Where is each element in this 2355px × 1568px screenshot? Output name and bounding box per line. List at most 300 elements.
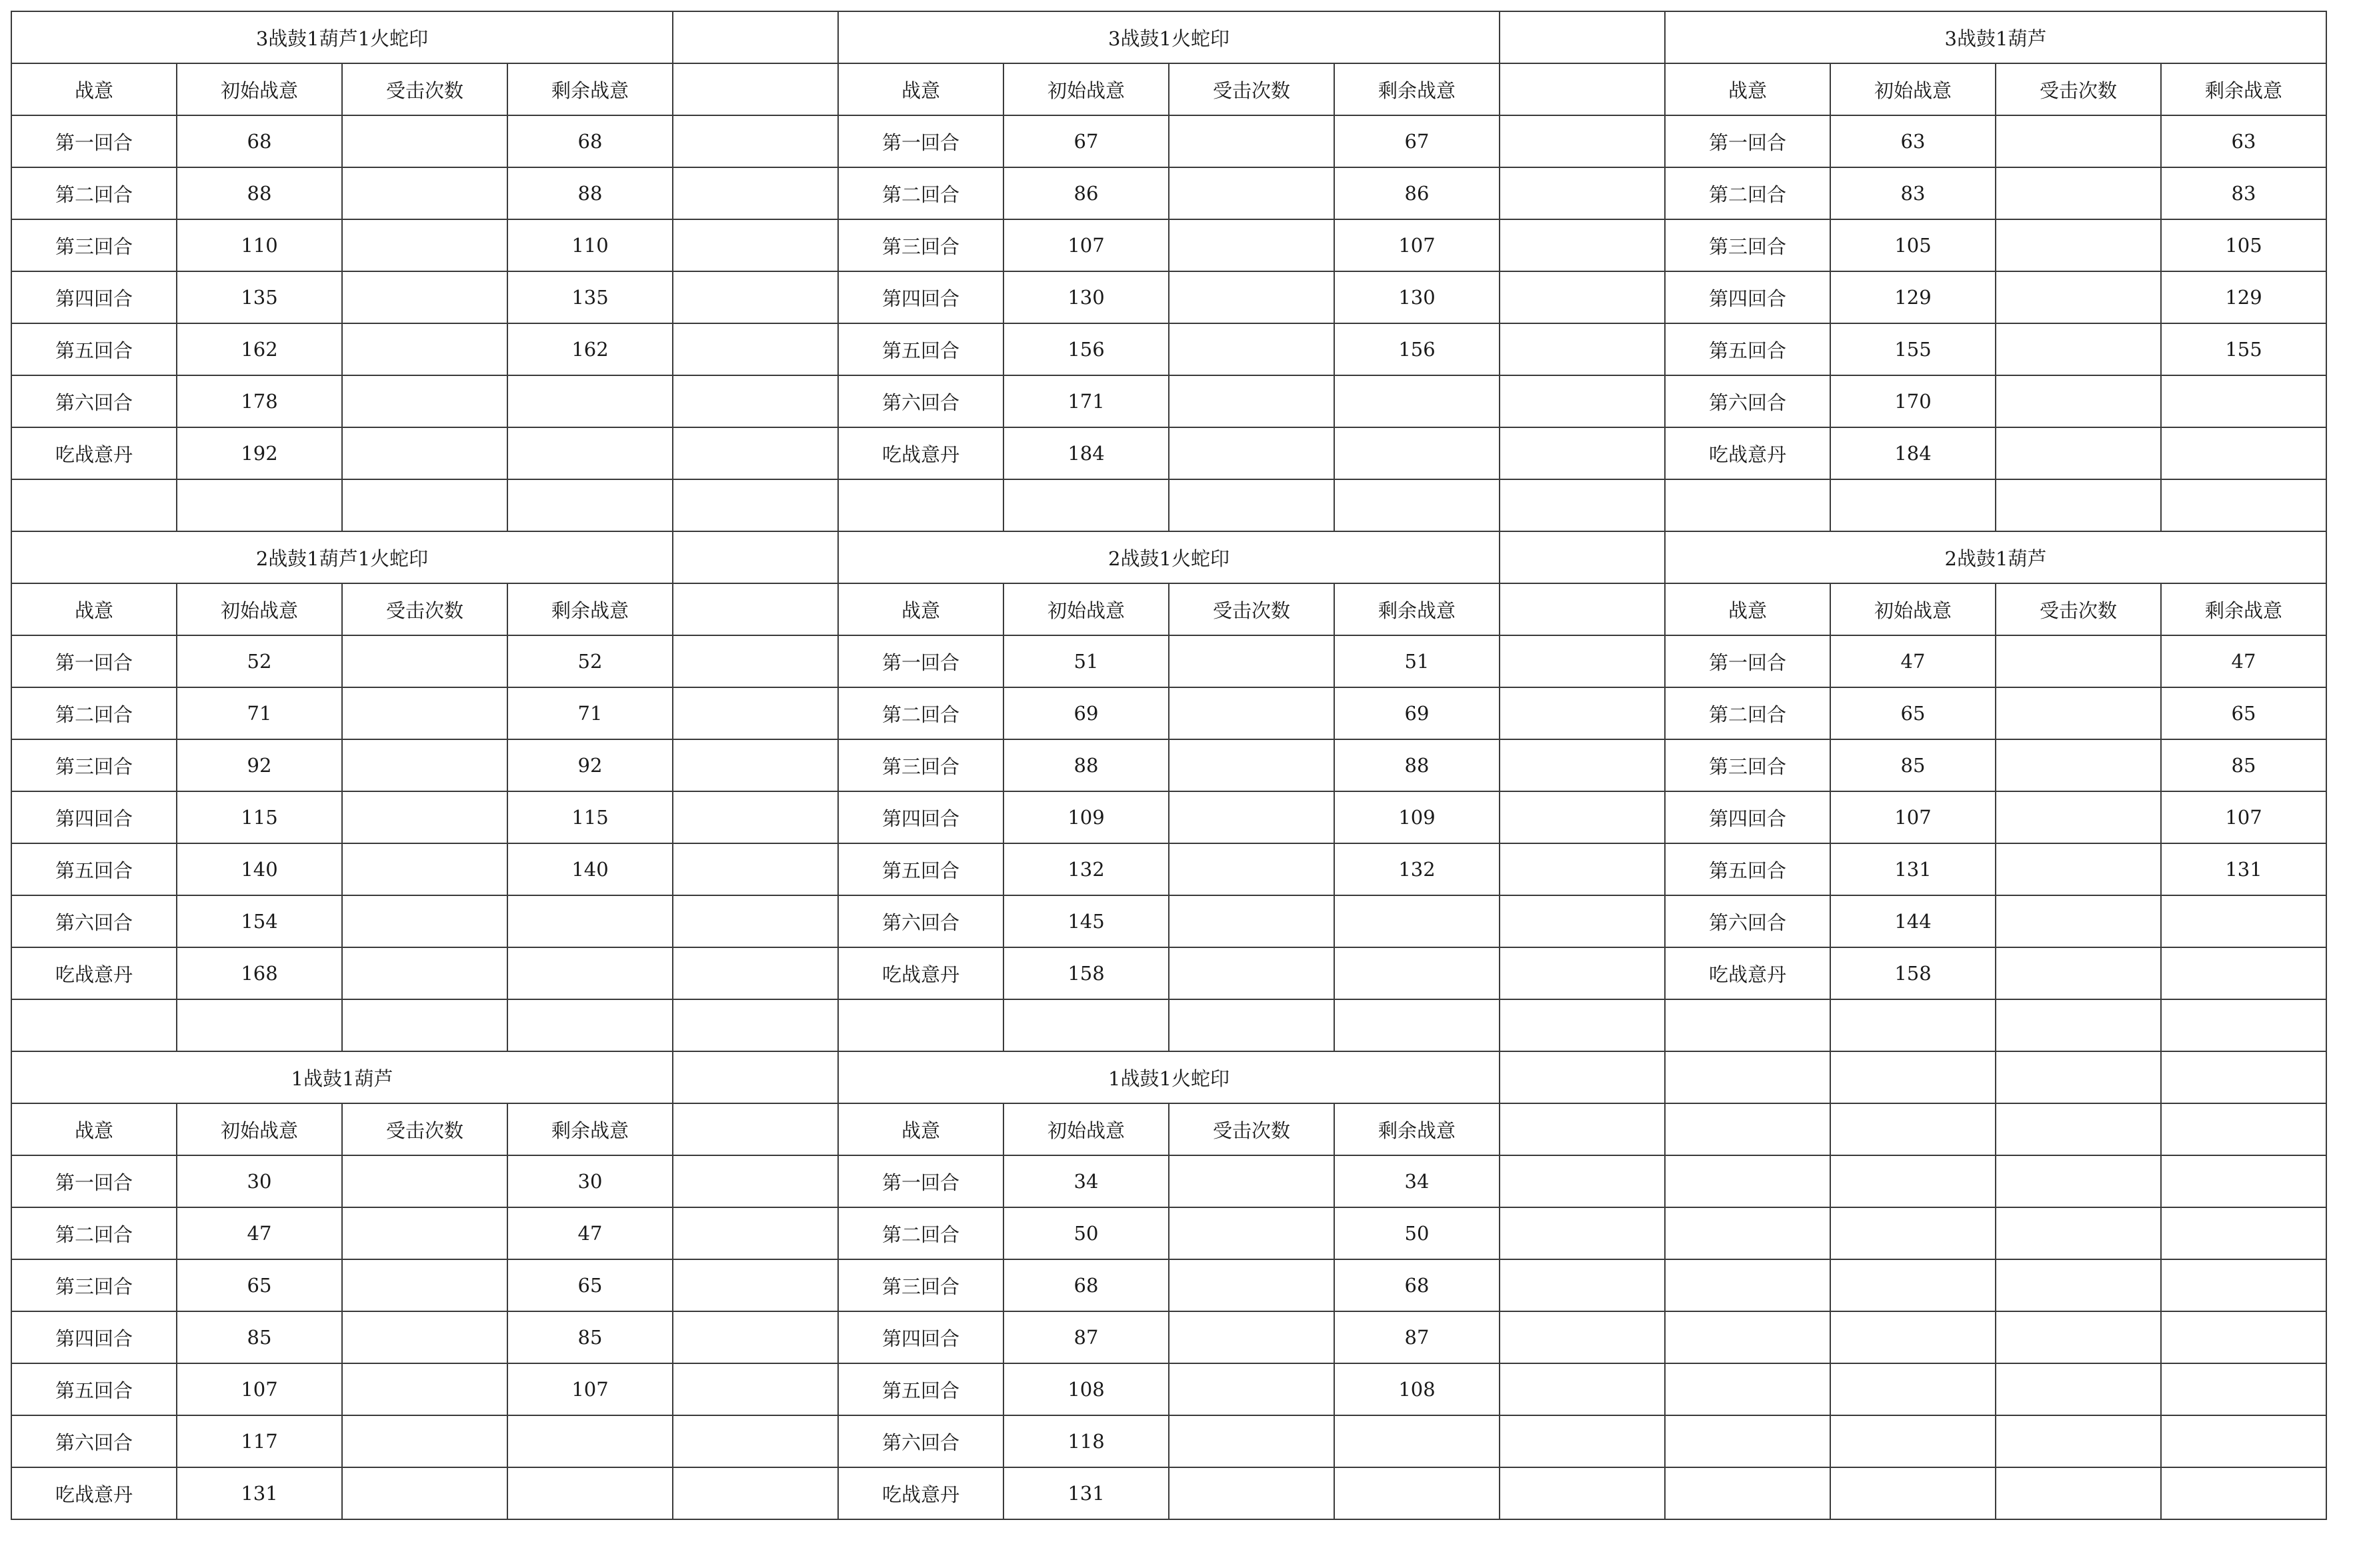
table-cell[interactable]: 65 — [507, 1259, 673, 1311]
gap-cell[interactable] — [1500, 739, 1665, 791]
block-title[interactable]: 3战鼓1火蛇印 — [838, 11, 1500, 63]
table-cell[interactable] — [1996, 271, 2161, 323]
column-header[interactable]: 受击次数 — [342, 583, 507, 635]
table-cell[interactable]: 50 — [1334, 1207, 1500, 1259]
gap-cell[interactable] — [1500, 219, 1665, 271]
column-header[interactable]: 初始战意 — [1830, 583, 1996, 635]
gap-cell[interactable] — [673, 1207, 838, 1259]
table-cell[interactable]: 83 — [2161, 167, 2326, 219]
gap-cell[interactable] — [1500, 271, 1665, 323]
round-label[interactable]: 第五回合 — [11, 843, 177, 895]
column-header[interactable]: 战意 — [11, 63, 177, 115]
table-cell[interactable] — [342, 635, 507, 687]
round-label[interactable]: 第六回合 — [11, 375, 177, 427]
round-label[interactable]: 吃战意丹 — [838, 947, 1003, 999]
column-header[interactable]: 初始战意 — [1830, 63, 1996, 115]
gap-cell[interactable] — [1500, 427, 1665, 479]
round-label[interactable]: 吃战意丹 — [1665, 947, 1830, 999]
round-label[interactable]: 第三回合 — [1665, 739, 1830, 791]
table-cell[interactable]: 69 — [1334, 687, 1500, 739]
round-label[interactable]: 第二回合 — [11, 687, 177, 739]
table-cell[interactable] — [1996, 791, 2161, 843]
gap-cell[interactable] — [673, 375, 838, 427]
table-cell[interactable]: 108 — [1003, 1363, 1169, 1415]
table-cell[interactable] — [1169, 739, 1334, 791]
empty-cell[interactable] — [1665, 1207, 1830, 1259]
column-header[interactable]: 受击次数 — [1996, 63, 2161, 115]
empty-cell[interactable] — [1665, 1415, 1830, 1467]
empty-cell[interactable] — [1996, 1259, 2161, 1311]
empty-cell[interactable] — [1665, 1467, 1830, 1519]
table-cell[interactable] — [1169, 427, 1334, 479]
gap-cell[interactable] — [673, 1467, 838, 1519]
round-label[interactable]: 第一回合 — [11, 635, 177, 687]
column-header[interactable]: 初始战意 — [1003, 583, 1169, 635]
table-cell[interactable]: 107 — [2161, 791, 2326, 843]
gap-cell[interactable] — [673, 635, 838, 687]
empty-cell[interactable] — [1003, 479, 1169, 531]
table-cell[interactable]: 63 — [1830, 115, 1996, 167]
empty-cell[interactable] — [2161, 1155, 2326, 1207]
table-cell[interactable]: 162 — [507, 323, 673, 375]
round-label[interactable]: 第四回合 — [11, 1311, 177, 1363]
block-title[interactable]: 2战鼓1葫芦 — [1665, 531, 2326, 583]
round-label[interactable]: 第三回合 — [838, 219, 1003, 271]
gap-cell[interactable] — [673, 843, 838, 895]
round-label[interactable]: 第五回合 — [1665, 843, 1830, 895]
empty-cell[interactable] — [177, 479, 342, 531]
gap-cell[interactable] — [1500, 1051, 1665, 1103]
table-cell[interactable] — [1169, 843, 1334, 895]
round-label[interactable]: 第一回合 — [1665, 635, 1830, 687]
empty-cell[interactable] — [1830, 1103, 1996, 1155]
table-cell[interactable]: 129 — [2161, 271, 2326, 323]
table-cell[interactable]: 115 — [507, 791, 673, 843]
table-cell[interactable] — [1169, 791, 1334, 843]
empty-cell[interactable] — [2161, 1467, 2326, 1519]
empty-cell[interactable] — [1996, 1051, 2161, 1103]
round-label[interactable]: 第二回合 — [11, 167, 177, 219]
table-cell[interactable] — [507, 427, 673, 479]
table-cell[interactable] — [1169, 947, 1334, 999]
column-header[interactable]: 战意 — [838, 1103, 1003, 1155]
round-label[interactable]: 吃战意丹 — [838, 427, 1003, 479]
empty-cell[interactable] — [1830, 1311, 1996, 1363]
table-cell[interactable]: 105 — [2161, 219, 2326, 271]
table-cell[interactable] — [1996, 895, 2161, 947]
table-cell[interactable]: 34 — [1003, 1155, 1169, 1207]
column-header[interactable]: 初始战意 — [1003, 63, 1169, 115]
table-cell[interactable] — [342, 323, 507, 375]
table-cell[interactable]: 88 — [177, 167, 342, 219]
round-label[interactable]: 第四回合 — [11, 791, 177, 843]
block-title[interactable]: 1战鼓1火蛇印 — [838, 1051, 1500, 1103]
table-cell[interactable]: 63 — [2161, 115, 2326, 167]
gap-cell[interactable] — [673, 63, 838, 115]
table-cell[interactable]: 86 — [1334, 167, 1500, 219]
table-cell[interactable] — [342, 375, 507, 427]
table-cell[interactable] — [1996, 843, 2161, 895]
column-header[interactable]: 初始战意 — [177, 63, 342, 115]
round-label[interactable]: 第一回合 — [11, 115, 177, 167]
gap-cell[interactable] — [1500, 531, 1665, 583]
table-cell[interactable]: 68 — [1334, 1259, 1500, 1311]
table-cell[interactable]: 67 — [1003, 115, 1169, 167]
round-label[interactable]: 第五回合 — [11, 323, 177, 375]
table-cell[interactable]: 184 — [1830, 427, 1996, 479]
gap-cell[interactable] — [673, 219, 838, 271]
empty-cell[interactable] — [1830, 999, 1996, 1051]
gap-cell[interactable] — [1500, 687, 1665, 739]
column-header[interactable]: 剩余战意 — [507, 1103, 673, 1155]
empty-cell[interactable] — [1996, 1415, 2161, 1467]
table-cell[interactable] — [342, 427, 507, 479]
table-cell[interactable]: 171 — [1003, 375, 1169, 427]
table-cell[interactable] — [1169, 1467, 1334, 1519]
table-cell[interactable] — [1996, 375, 2161, 427]
gap-cell[interactable] — [673, 739, 838, 791]
column-header[interactable]: 受击次数 — [1169, 583, 1334, 635]
block-title[interactable]: 2战鼓1葫芦1火蛇印 — [11, 531, 673, 583]
empty-cell[interactable] — [1996, 1103, 2161, 1155]
table-cell[interactable]: 88 — [1003, 739, 1169, 791]
empty-cell[interactable] — [2161, 1103, 2326, 1155]
round-label[interactable]: 吃战意丹 — [11, 1467, 177, 1519]
empty-cell[interactable] — [2161, 1051, 2326, 1103]
table-cell[interactable]: 155 — [2161, 323, 2326, 375]
empty-cell[interactable] — [2161, 479, 2326, 531]
gap-cell[interactable] — [1500, 1311, 1665, 1363]
round-label[interactable]: 吃战意丹 — [11, 947, 177, 999]
round-label[interactable]: 第二回合 — [1665, 687, 1830, 739]
round-label[interactable]: 第三回合 — [1665, 219, 1830, 271]
empty-cell[interactable] — [1665, 1155, 1830, 1207]
table-cell[interactable] — [342, 1363, 507, 1415]
table-cell[interactable] — [342, 739, 507, 791]
empty-cell[interactable] — [838, 479, 1003, 531]
column-header[interactable]: 战意 — [1665, 63, 1830, 115]
round-label[interactable]: 第一回合 — [11, 1155, 177, 1207]
table-cell[interactable] — [1334, 1415, 1500, 1467]
table-cell[interactable]: 154 — [177, 895, 342, 947]
empty-cell[interactable] — [1003, 999, 1169, 1051]
round-label[interactable]: 第三回合 — [11, 739, 177, 791]
empty-cell[interactable] — [507, 479, 673, 531]
gap-cell[interactable] — [1500, 947, 1665, 999]
gap-cell[interactable] — [673, 427, 838, 479]
gap-cell[interactable] — [1500, 1363, 1665, 1415]
table-cell[interactable]: 87 — [1334, 1311, 1500, 1363]
round-label[interactable]: 第六回合 — [838, 375, 1003, 427]
round-label[interactable]: 第一回合 — [838, 1155, 1003, 1207]
table-cell[interactable] — [1334, 895, 1500, 947]
table-cell[interactable] — [1334, 1467, 1500, 1519]
empty-cell[interactable] — [177, 999, 342, 1051]
column-header[interactable]: 初始战意 — [1003, 1103, 1169, 1155]
block-title[interactable]: 1战鼓1葫芦 — [11, 1051, 673, 1103]
round-label[interactable]: 第一回合 — [838, 635, 1003, 687]
round-label[interactable]: 吃战意丹 — [11, 427, 177, 479]
table-cell[interactable]: 178 — [177, 375, 342, 427]
round-label[interactable]: 第六回合 — [1665, 895, 1830, 947]
table-cell[interactable]: 140 — [507, 843, 673, 895]
round-label[interactable]: 第二回合 — [838, 1207, 1003, 1259]
empty-cell[interactable] — [1830, 1363, 1996, 1415]
round-label[interactable]: 第四回合 — [1665, 271, 1830, 323]
empty-cell[interactable] — [1830, 1155, 1996, 1207]
column-header[interactable]: 受击次数 — [1169, 1103, 1334, 1155]
table-cell[interactable]: 109 — [1003, 791, 1169, 843]
gap-cell[interactable] — [673, 271, 838, 323]
table-cell[interactable]: 68 — [507, 115, 673, 167]
empty-cell[interactable] — [1169, 479, 1334, 531]
table-cell[interactable]: 117 — [177, 1415, 342, 1467]
empty-cell[interactable] — [11, 999, 177, 1051]
table-cell[interactable]: 107 — [1003, 219, 1169, 271]
empty-cell[interactable] — [1334, 479, 1500, 531]
gap-cell[interactable] — [1500, 999, 1665, 1051]
gap-cell[interactable] — [1500, 843, 1665, 895]
table-cell[interactable] — [342, 843, 507, 895]
column-header[interactable]: 战意 — [1665, 583, 1830, 635]
gap-cell[interactable] — [1500, 479, 1665, 531]
empty-cell[interactable] — [1830, 1051, 1996, 1103]
table-cell[interactable]: 130 — [1003, 271, 1169, 323]
table-cell[interactable]: 67 — [1334, 115, 1500, 167]
round-label[interactable]: 第五回合 — [11, 1363, 177, 1415]
gap-cell[interactable] — [673, 1311, 838, 1363]
table-cell[interactable] — [1334, 427, 1500, 479]
round-label[interactable]: 吃战意丹 — [1665, 427, 1830, 479]
table-cell[interactable]: 34 — [1334, 1155, 1500, 1207]
empty-cell[interactable] — [1996, 479, 2161, 531]
table-cell[interactable]: 47 — [507, 1207, 673, 1259]
table-cell[interactable]: 129 — [1830, 271, 1996, 323]
gap-cell[interactable] — [1500, 1103, 1665, 1155]
gap-cell[interactable] — [1500, 791, 1665, 843]
empty-cell[interactable] — [2161, 1415, 2326, 1467]
empty-cell[interactable] — [11, 479, 177, 531]
table-cell[interactable]: 47 — [1830, 635, 1996, 687]
table-cell[interactable] — [1996, 739, 2161, 791]
table-cell[interactable]: 30 — [177, 1155, 342, 1207]
table-cell[interactable] — [507, 1467, 673, 1519]
gap-cell[interactable] — [673, 895, 838, 947]
table-cell[interactable] — [1169, 323, 1334, 375]
table-cell[interactable] — [1996, 323, 2161, 375]
table-cell[interactable] — [507, 895, 673, 947]
table-cell[interactable] — [342, 687, 507, 739]
table-cell[interactable] — [342, 947, 507, 999]
gap-cell[interactable] — [673, 1051, 838, 1103]
table-cell[interactable] — [342, 1155, 507, 1207]
table-cell[interactable] — [1334, 375, 1500, 427]
round-label[interactable]: 第四回合 — [11, 271, 177, 323]
table-cell[interactable] — [1169, 115, 1334, 167]
round-label[interactable]: 吃战意丹 — [838, 1467, 1003, 1519]
table-cell[interactable] — [507, 947, 673, 999]
table-cell[interactable] — [342, 1415, 507, 1467]
round-label[interactable]: 第二回合 — [1665, 167, 1830, 219]
round-label[interactable]: 第四回合 — [838, 791, 1003, 843]
gap-cell[interactable] — [673, 167, 838, 219]
gap-cell[interactable] — [1500, 1467, 1665, 1519]
empty-cell[interactable] — [1334, 999, 1500, 1051]
empty-cell[interactable] — [1996, 1207, 2161, 1259]
empty-cell[interactable] — [1830, 1207, 1996, 1259]
column-header[interactable]: 战意 — [838, 63, 1003, 115]
gap-cell[interactable] — [1500, 1415, 1665, 1467]
table-cell[interactable]: 156 — [1334, 323, 1500, 375]
table-cell[interactable] — [1996, 947, 2161, 999]
table-cell[interactable] — [342, 791, 507, 843]
column-header[interactable]: 剩余战意 — [1334, 583, 1500, 635]
empty-cell[interactable] — [1665, 479, 1830, 531]
gap-cell[interactable] — [673, 947, 838, 999]
table-cell[interactable]: 68 — [1003, 1259, 1169, 1311]
table-cell[interactable]: 131 — [1003, 1467, 1169, 1519]
table-cell[interactable]: 140 — [177, 843, 342, 895]
round-label[interactable]: 第六回合 — [1665, 375, 1830, 427]
table-cell[interactable]: 130 — [1334, 271, 1500, 323]
table-cell[interactable]: 83 — [1830, 167, 1996, 219]
table-cell[interactable]: 85 — [1830, 739, 1996, 791]
empty-cell[interactable] — [2161, 1259, 2326, 1311]
table-cell[interactable]: 107 — [1334, 219, 1500, 271]
table-cell[interactable]: 86 — [1003, 167, 1169, 219]
round-label[interactable]: 第三回合 — [838, 739, 1003, 791]
table-cell[interactable]: 192 — [177, 427, 342, 479]
table-cell[interactable]: 168 — [177, 947, 342, 999]
empty-cell[interactable] — [1830, 1467, 1996, 1519]
gap-cell[interactable] — [1500, 167, 1665, 219]
column-header[interactable]: 受击次数 — [1996, 583, 2161, 635]
table-cell[interactable]: 109 — [1334, 791, 1500, 843]
table-cell[interactable]: 110 — [507, 219, 673, 271]
table-cell[interactable]: 110 — [177, 219, 342, 271]
empty-cell[interactable] — [1169, 999, 1334, 1051]
gap-cell[interactable] — [1500, 115, 1665, 167]
gap-cell[interactable] — [1500, 63, 1665, 115]
gap-cell[interactable] — [1500, 583, 1665, 635]
table-cell[interactable]: 85 — [2161, 739, 2326, 791]
table-cell[interactable]: 105 — [1830, 219, 1996, 271]
round-label[interactable]: 第六回合 — [838, 895, 1003, 947]
column-header[interactable]: 剩余战意 — [507, 63, 673, 115]
column-header[interactable]: 剩余战意 — [2161, 583, 2326, 635]
empty-cell[interactable] — [1996, 999, 2161, 1051]
table-cell[interactable]: 71 — [507, 687, 673, 739]
gap-cell[interactable] — [673, 1363, 838, 1415]
table-cell[interactable]: 131 — [2161, 843, 2326, 895]
round-label[interactable]: 第二回合 — [11, 1207, 177, 1259]
gap-cell[interactable] — [673, 11, 838, 63]
table-cell[interactable] — [342, 219, 507, 271]
table-cell[interactable]: 184 — [1003, 427, 1169, 479]
round-label[interactable]: 第四回合 — [838, 271, 1003, 323]
table-cell[interactable]: 158 — [1830, 947, 1996, 999]
gap-cell[interactable] — [673, 1155, 838, 1207]
empty-cell[interactable] — [507, 999, 673, 1051]
table-cell[interactable]: 52 — [507, 635, 673, 687]
gap-cell[interactable] — [673, 1103, 838, 1155]
empty-cell[interactable] — [1996, 1467, 2161, 1519]
gap-cell[interactable] — [1500, 1207, 1665, 1259]
table-cell[interactable] — [1169, 375, 1334, 427]
empty-cell[interactable] — [1830, 1415, 1996, 1467]
gap-cell[interactable] — [1500, 11, 1665, 63]
table-cell[interactable]: 30 — [507, 1155, 673, 1207]
column-header[interactable]: 剩余战意 — [507, 583, 673, 635]
round-label[interactable]: 第六回合 — [11, 895, 177, 947]
round-label[interactable]: 第三回合 — [11, 1259, 177, 1311]
column-header[interactable]: 剩余战意 — [1334, 1103, 1500, 1155]
table-cell[interactable] — [1169, 1259, 1334, 1311]
empty-cell[interactable] — [1665, 1103, 1830, 1155]
table-cell[interactable]: 71 — [177, 687, 342, 739]
table-cell[interactable]: 51 — [1003, 635, 1169, 687]
table-cell[interactable]: 135 — [507, 271, 673, 323]
table-cell[interactable] — [1169, 895, 1334, 947]
gap-cell[interactable] — [1500, 1259, 1665, 1311]
gap-cell[interactable] — [673, 583, 838, 635]
table-cell[interactable]: 132 — [1334, 843, 1500, 895]
table-cell[interactable] — [1334, 947, 1500, 999]
table-cell[interactable] — [1996, 115, 2161, 167]
table-cell[interactable]: 85 — [177, 1311, 342, 1363]
table-cell[interactable] — [342, 271, 507, 323]
gap-cell[interactable] — [673, 1415, 838, 1467]
table-cell[interactable] — [342, 895, 507, 947]
column-header[interactable]: 受击次数 — [342, 1103, 507, 1155]
table-cell[interactable] — [1169, 1415, 1334, 1467]
empty-cell[interactable] — [1665, 999, 1830, 1051]
empty-cell[interactable] — [1830, 479, 1996, 531]
column-header[interactable]: 初始战意 — [177, 583, 342, 635]
block-title[interactable]: 3战鼓1葫芦 — [1665, 11, 2326, 63]
column-header[interactable]: 战意 — [838, 583, 1003, 635]
round-label[interactable]: 第五回合 — [838, 1363, 1003, 1415]
table-cell[interactable]: 47 — [2161, 635, 2326, 687]
gap-cell[interactable] — [1500, 895, 1665, 947]
round-label[interactable]: 第四回合 — [838, 1311, 1003, 1363]
column-header[interactable]: 战意 — [11, 1103, 177, 1155]
table-cell[interactable]: 162 — [177, 323, 342, 375]
gap-cell[interactable] — [673, 1259, 838, 1311]
table-cell[interactable]: 131 — [177, 1467, 342, 1519]
table-cell[interactable]: 69 — [1003, 687, 1169, 739]
table-cell[interactable] — [342, 167, 507, 219]
table-cell[interactable] — [1169, 219, 1334, 271]
table-cell[interactable]: 118 — [1003, 1415, 1169, 1467]
gap-cell[interactable] — [673, 791, 838, 843]
column-header[interactable]: 战意 — [11, 583, 177, 635]
table-cell[interactable]: 108 — [1334, 1363, 1500, 1415]
gap-cell[interactable] — [673, 323, 838, 375]
table-cell[interactable] — [1996, 167, 2161, 219]
empty-cell[interactable] — [1665, 1363, 1830, 1415]
empty-cell[interactable] — [2161, 1363, 2326, 1415]
block-title[interactable]: 3战鼓1葫芦1火蛇印 — [11, 11, 673, 63]
table-cell[interactable]: 155 — [1830, 323, 1996, 375]
table-cell[interactable]: 65 — [177, 1259, 342, 1311]
round-label[interactable]: 第五回合 — [838, 323, 1003, 375]
table-cell[interactable]: 47 — [177, 1207, 342, 1259]
gap-cell[interactable] — [673, 999, 838, 1051]
table-cell[interactable] — [1996, 427, 2161, 479]
table-cell[interactable]: 131 — [1830, 843, 1996, 895]
empty-cell[interactable] — [1996, 1363, 2161, 1415]
